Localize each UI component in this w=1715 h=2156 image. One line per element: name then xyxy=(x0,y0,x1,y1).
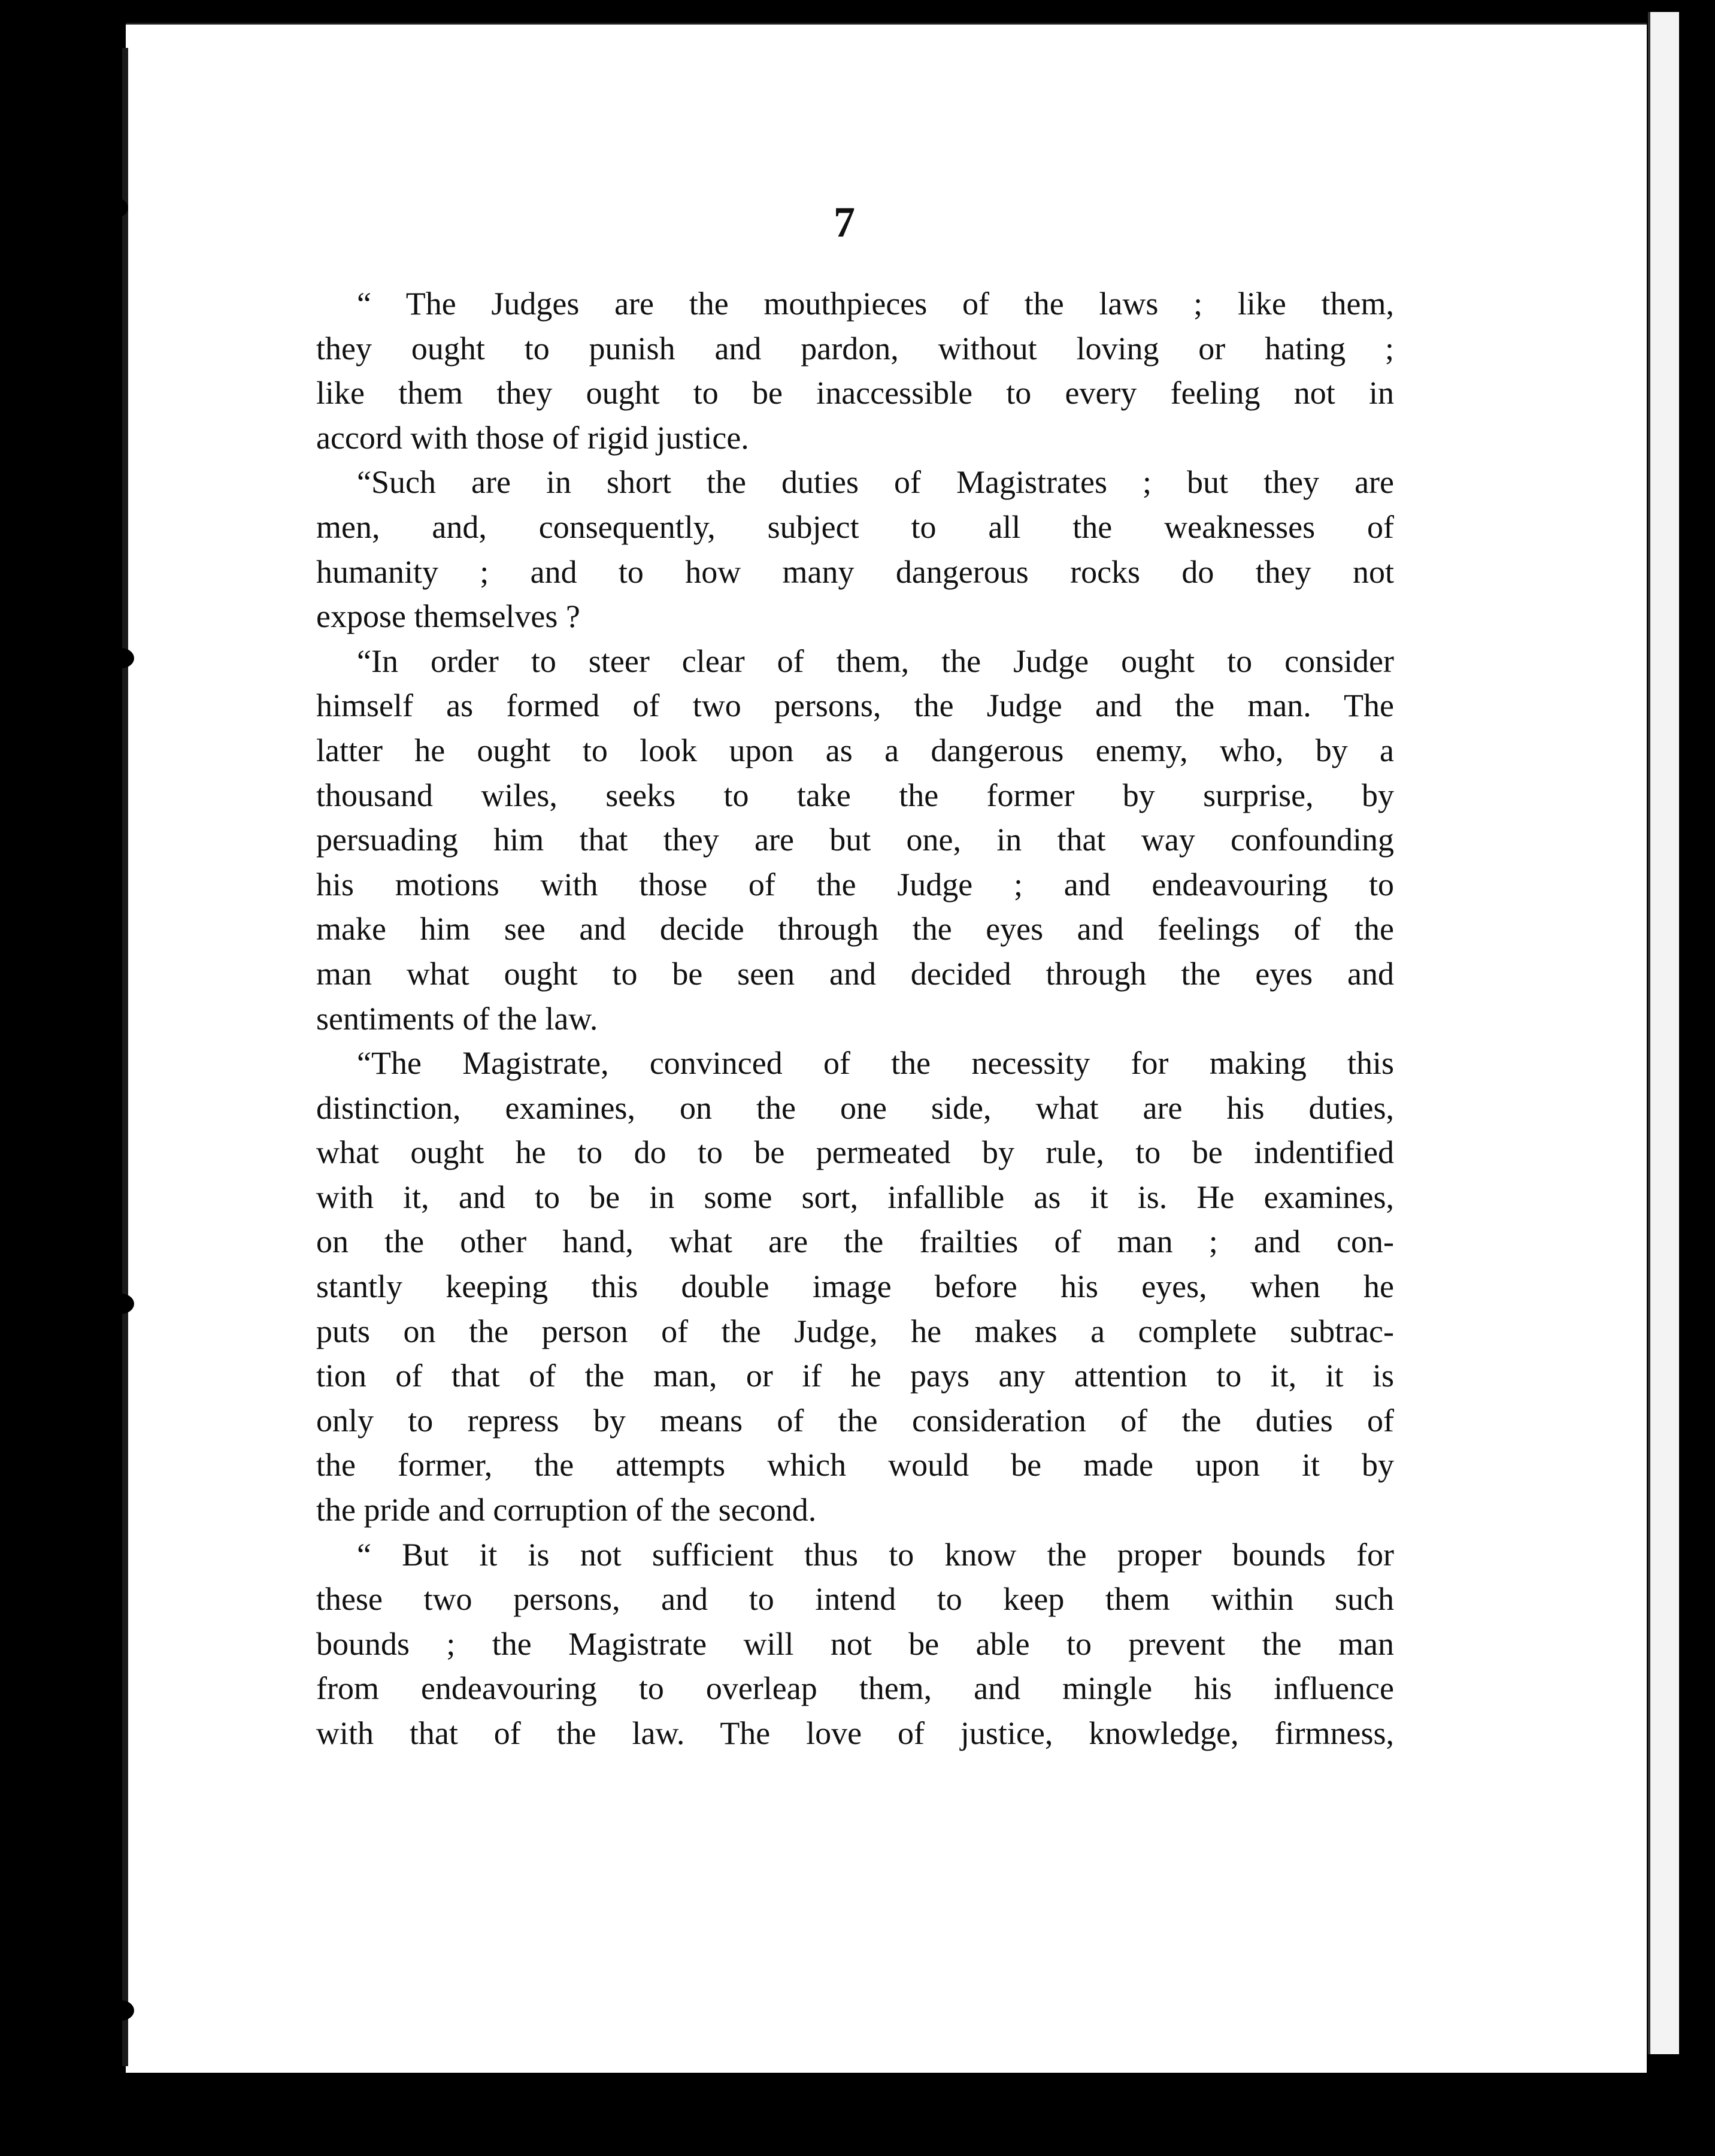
binding-mark xyxy=(102,198,128,218)
text-line: bounds ; the Magistrate will not be able to prevent the man xyxy=(316,1625,1394,1662)
text-line: they ought to punish and pardon, without loving or hating ; xyxy=(316,330,1394,367)
text-line: tion of that of the man, or if he pays any attention to it, it is xyxy=(316,1358,1394,1394)
text-line: stantly keeping this double image before his eyes, when he xyxy=(316,1268,1394,1305)
text-line: persuading him that they are but one, in that way confounding xyxy=(316,822,1394,858)
binding-mark xyxy=(108,648,134,668)
text-line: man what ought to be seen and decided through the eyes and xyxy=(316,955,1394,992)
text-line: accord with those of rigid justice. xyxy=(316,419,749,456)
text-line: men, and, consequently, subject to all the weaknesses of xyxy=(316,508,1394,545)
text-line: expose themselves ? xyxy=(316,598,580,635)
text-line: puts on the person of the Judge, he makes a complete subtrac- xyxy=(316,1313,1394,1349)
text-line: what ought he to do to be permeated by rule, to be indentified xyxy=(316,1134,1394,1171)
text-line: only to repress by means of the consideration of the duties of xyxy=(316,1402,1394,1439)
text-line: these two persons, and to intend to keep them within such xyxy=(316,1581,1394,1618)
text-line: like them they ought to be inaccessible to every feeling not in xyxy=(316,375,1394,411)
binding-mark xyxy=(108,1294,134,1314)
text-line: with that of the law. The love of justice, knowledge, firmness, xyxy=(316,1715,1394,1751)
text-line: “ But it is not sufficient thus to know the proper bounds for xyxy=(357,1536,1394,1573)
text-line: himself as formed of two persons, the Judge and the man. The xyxy=(316,688,1394,724)
text-line: humanity ; and to how many dangerous rocks do they not xyxy=(316,553,1394,590)
paragraph xyxy=(316,1041,1394,1533)
paragraph xyxy=(316,281,1394,460)
text-line: make him see and decide through the eyes and feelings of the xyxy=(316,911,1394,947)
body-text xyxy=(316,281,1394,1756)
text-line: “ The Judges are the mouthpieces of the laws ; like them, xyxy=(357,286,1394,322)
text-line: his motions with those of the Judge ; and endeavouring to xyxy=(316,866,1394,903)
text-line: on the other hand, what are the frailties of man ; and con- xyxy=(316,1224,1394,1260)
paragraph xyxy=(316,1533,1394,1756)
text-line: the pride and corruption of the second. xyxy=(316,1492,817,1528)
text-line: thousand wiles, seeks to take the former by surprise, by xyxy=(316,777,1394,813)
text-line: “In order to steer clear of them, the Judge ought to consider xyxy=(357,643,1394,679)
text-line: distinction, examines, on the one side, what are his duties, xyxy=(316,1089,1394,1126)
binding-mark xyxy=(108,2000,134,2021)
page-edge xyxy=(1648,12,1679,2054)
text-line: “Such are in short the duties of Magistrates ; but they are xyxy=(357,464,1394,501)
text-line: the former, the attempts which would be made upon it by xyxy=(316,1447,1394,1483)
text-line: from endeavouring to overleap them, and mingle his influence xyxy=(316,1670,1394,1707)
text-line: “The Magistrate, convinced of the necessity for making this xyxy=(357,1045,1394,1082)
page-number: 7 xyxy=(834,198,855,246)
text-line: latter he ought to look upon as a dangerous enemy, who, by a xyxy=(316,732,1394,768)
paragraph xyxy=(316,639,1394,1041)
text-line: with it, and to be in some sort, infallible as it is. He examines, xyxy=(316,1179,1394,1215)
text-line: sentiments of the law. xyxy=(316,1000,598,1037)
binding-gutter xyxy=(122,48,128,2066)
paragraph xyxy=(316,460,1394,638)
